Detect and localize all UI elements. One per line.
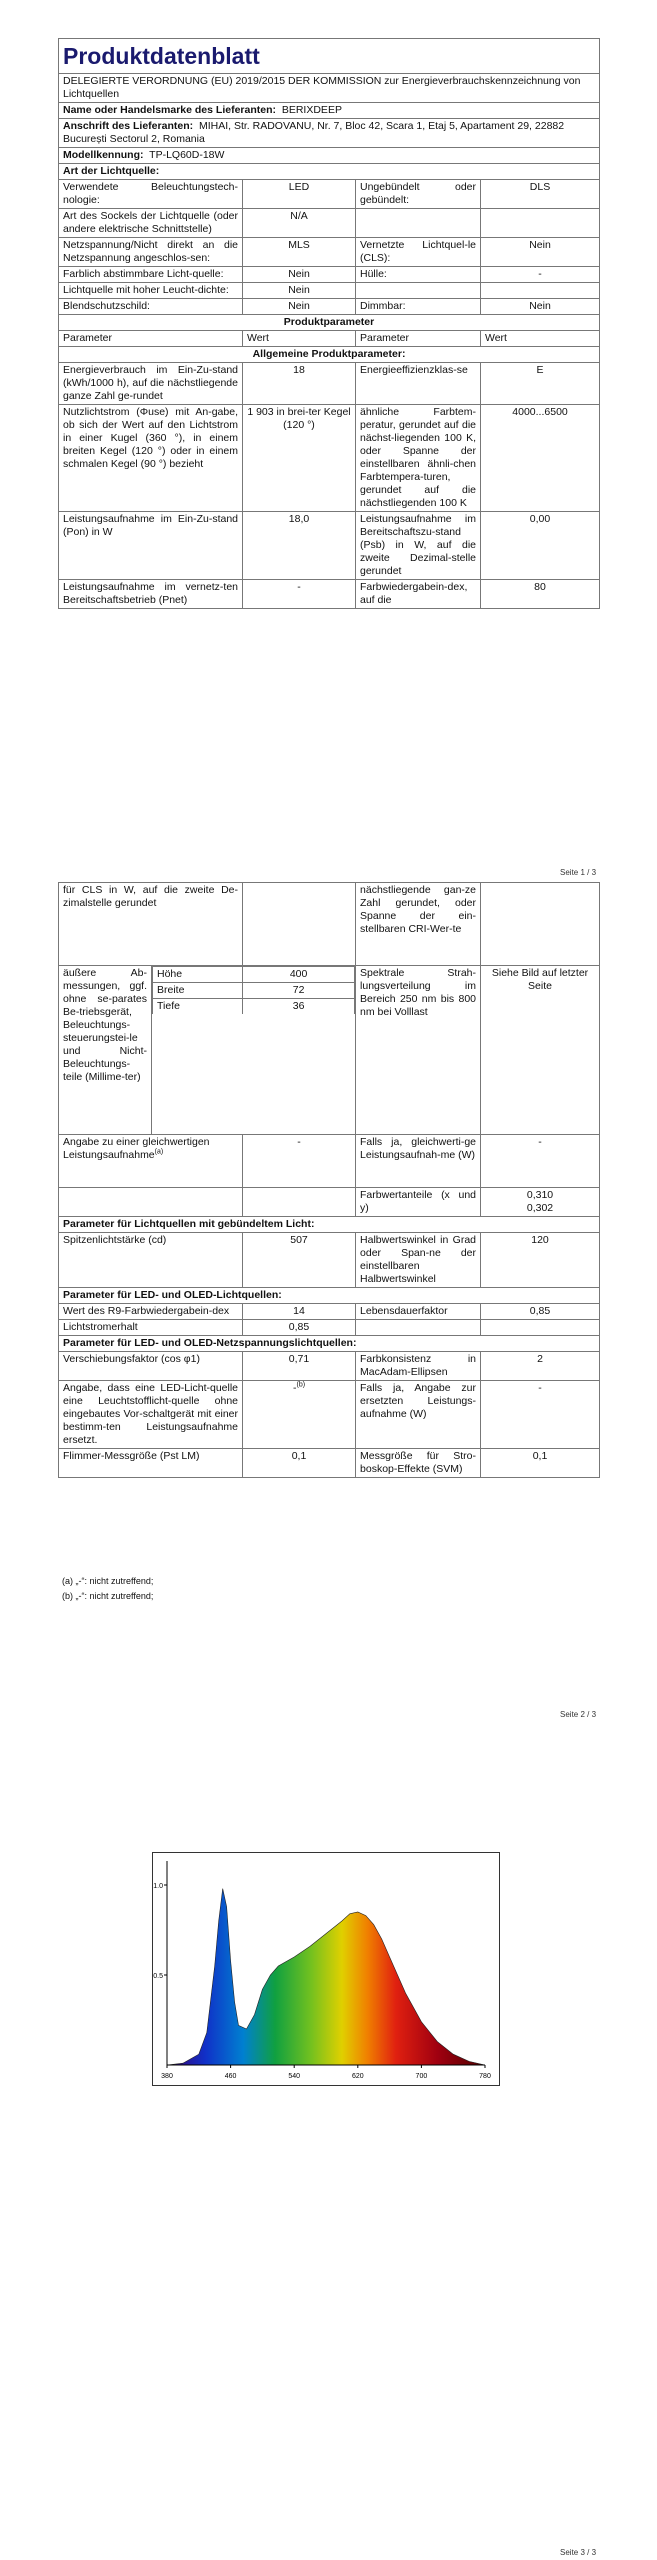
footnotes	[62, 1574, 153, 1604]
model-row	[59, 148, 600, 164]
param-value: 0,85	[243, 1320, 356, 1336]
param-label: Messgröße für Stro-boskop-Effekte (SVM)	[356, 1449, 481, 1478]
col-param-header: Parameter	[59, 331, 243, 347]
param-value: -	[481, 267, 600, 283]
param-label: Spektrale Strah-lungsverteilung im Bereich 250 nm bis 800 nm bei Volllast	[356, 966, 481, 1135]
table-row	[153, 999, 355, 1015]
param-label: Leistungsaufnahme im Bereitschaftszu-stand (Psb) in W, auf die zweite Dezimal-stelle gerundet	[356, 512, 481, 580]
y-tick-label: 0.5	[153, 1973, 163, 1980]
mains-params-heading: Parameter für LED- und OLED-Netzspannungslichtquellen:	[59, 1336, 600, 1352]
table-row	[59, 180, 600, 209]
param-value: 18,0	[243, 512, 356, 580]
param-value: DLS	[481, 180, 600, 209]
param-value: E	[481, 363, 600, 405]
param-label: ähnliche Farbtem-peratur, gerundet auf die nächst-liegenden 100 K, oder Spanne der einstellbaren ähnli-chen Farbtempera-turen, gerundet auf die nächstliegenden 100 K	[356, 405, 481, 512]
param-label: Verwendete Beleuchtungstech-nologie:	[59, 180, 243, 209]
param-value: -	[481, 1381, 600, 1449]
param-value: MLS	[243, 238, 356, 267]
param-label: Leistungsaufnahme im Ein-Zu-stand (Pon) in W	[59, 512, 243, 580]
param-value: Siehe Bild auf letzter Seite	[481, 966, 600, 1135]
param-value: Nein	[243, 267, 356, 283]
param-value: 1 903 in brei-ter Kegel (120 °)	[243, 405, 356, 512]
param-label: für CLS in W, auf die zweite De-zimalstelle gerundet	[59, 883, 243, 966]
param-label: Hülle:	[356, 267, 481, 283]
dim-value: 36	[243, 999, 355, 1015]
address-label: Anschrift des Lieferanten:	[63, 120, 194, 132]
dimensions-table	[152, 966, 355, 1014]
param-label: nächstliegende gan-ze Zahl gerundet, oder Spanne der ein-stellbaren CRI-Wer-te	[356, 883, 481, 966]
led-params-heading: Parameter für LED- und OLED-Lichtquellen:	[59, 1288, 600, 1304]
param-label: Blendschutzschild:	[59, 299, 243, 315]
param-label: Dimmbar:	[356, 299, 481, 315]
col-value-header: Wert	[243, 331, 356, 347]
table-row	[153, 983, 355, 999]
param-label	[356, 283, 481, 299]
dimensions-label: äußere Ab-messungen, ggf. ohne se-parates Be-triebsgerät, Beleuchtungs-steuerungstei-le und Nicht-Beleuchtungs-teile (Millime-ter)	[59, 966, 152, 1135]
param-label	[356, 1320, 481, 1336]
spectrum-area	[167, 1889, 485, 2065]
table-row	[59, 1135, 600, 1188]
param-value: Nein	[243, 283, 356, 299]
table-row	[59, 238, 600, 267]
param-value	[481, 1320, 600, 1336]
supplier-name-row	[59, 103, 600, 119]
x-tick-label: 540	[288, 2073, 301, 2080]
table-row	[59, 580, 600, 609]
param-value: 18	[243, 363, 356, 405]
table-row	[59, 267, 600, 283]
param-label: Leistungsaufnahme im vernetz-ten Bereitschaftsbetrieb (Pnet)	[59, 580, 243, 609]
param-label	[59, 1188, 243, 1217]
supplier-name-label: Name oder Handelsmarke des Lieferanten:	[63, 104, 276, 116]
param-label	[356, 209, 481, 238]
param-value: Nein	[481, 299, 600, 315]
dim-name: Tiefe	[153, 999, 243, 1015]
param-label: Vernetzte Lichtquel-le (CLS):	[356, 238, 481, 267]
param-label: Netzspannung/Nicht direkt an die Netzspannung angeschlos-sen:	[59, 238, 243, 267]
table-row	[59, 966, 600, 1135]
supplier-name: BERIXDEEP	[281, 104, 342, 116]
supplier-address-row	[59, 119, 600, 148]
param-label: Flimmer-Messgröße (Pst LM)	[59, 1449, 243, 1478]
param-label: Farblich abstimmbare Licht-quelle:	[59, 267, 243, 283]
table-row	[59, 1304, 600, 1320]
param-value: LED	[243, 180, 356, 209]
param-value	[481, 209, 600, 238]
x-tick-label: 620	[351, 2073, 364, 2080]
dim-name: Höhe	[153, 967, 243, 983]
model-label: Modellkennung:	[63, 149, 144, 161]
param-value: -	[481, 1135, 600, 1188]
param-value: 2	[481, 1352, 600, 1381]
dimensions-cell	[152, 966, 356, 1135]
param-value: 0,71	[243, 1352, 356, 1381]
param-value: Nein	[481, 238, 600, 267]
datasheet-page1	[58, 38, 600, 609]
x-tick-label: 700	[415, 2073, 428, 2080]
table-row	[59, 512, 600, 580]
param-value	[481, 283, 600, 299]
table-row	[59, 283, 600, 299]
param-label: Spitzenlichtstärke (cd)	[59, 1233, 243, 1288]
param-label: Lichtstromerhalt	[59, 1320, 243, 1336]
param-label: Lichtquelle mit hoher Leucht-dichte:	[59, 283, 243, 299]
table-row	[59, 883, 600, 966]
param-value: 0,85	[481, 1304, 600, 1320]
param-label: Energieverbrauch im Ein-Zu-stand (kWh/1000 h), auf die nächstliegende ganze Zahl ge-rundet	[59, 363, 243, 405]
param-value: -$^{(b)}$	[243, 1381, 356, 1449]
param-value: 120	[481, 1233, 600, 1288]
chroma-y: 0,302	[526, 1202, 554, 1214]
param-value: 4000...6500	[481, 405, 600, 512]
spectrum-chart-svg	[153, 1853, 499, 2085]
param-label: Nutzlichtstrom (Φuse) mit An-gabe, ob sich der Wert auf den Lichtstrom in einer Kugel (360 °), in einem breiten Kegel (120 °) oder in einem schmalen Kegel (90 °) bezieht	[59, 405, 243, 512]
dls-params-heading: Parameter für Lichtquellen mit gebündeltem Licht:	[59, 1217, 600, 1233]
x-tick-label: 460	[224, 2073, 237, 2080]
param-label: Farbwiedergabein-dex, auf die	[356, 580, 481, 609]
dim-value: 400	[243, 967, 355, 983]
param-value	[243, 883, 356, 966]
param-value	[481, 883, 600, 966]
param-label: Farbwertanteile (x und y)	[356, 1188, 481, 1217]
param-value: 14	[243, 1304, 356, 1320]
param-label: Halbwertswinkel in Grad oder Span-ne der einstellbaren Halbwertswinkel	[356, 1233, 481, 1288]
page-number: Seite 1 / 3	[560, 868, 597, 877]
table-row	[59, 1381, 600, 1449]
chroma-x: 0,310	[526, 1189, 554, 1201]
param-label: Falls ja, gleichwerti-ge Leistungsaufnah-me (W)	[356, 1135, 481, 1188]
table-row	[59, 1449, 600, 1478]
param-value: 80	[481, 580, 600, 609]
table-row	[59, 363, 600, 405]
col-param-header: Parameter	[356, 331, 481, 347]
supplier-address: MIHAI, Str. RADOVANU, Nr. 7, Bloc 42, Scara 1, Etaj 5, Apartament 29, 22882 București Sectorul 2, Romania	[63, 120, 565, 145]
page-number: Seite 3 / 3	[560, 2548, 597, 2557]
column-header-row	[59, 331, 600, 347]
doc-title: Produktdatenblatt	[59, 39, 600, 74]
param-label: Art des Sockels der Lichtquelle (oder andere elektrische Schnittstelle)	[59, 209, 243, 238]
model-id: TP-LQ60D-18W	[149, 149, 225, 161]
datasheet-page2	[58, 882, 600, 1478]
footnote-b: (b) „-“: nicht zutreffend;	[62, 1591, 154, 1601]
table-row	[59, 299, 600, 315]
param-value: -	[243, 580, 356, 609]
table-row	[59, 1188, 600, 1217]
x-tick-label: 780	[479, 2073, 491, 2080]
param-label: Lebensdauerfaktor	[356, 1304, 481, 1320]
y-tick-label: 1.0	[153, 1883, 163, 1890]
spectrum-chart	[152, 1852, 500, 2086]
param-label: Energieeffizienzklas-se	[356, 363, 481, 405]
table-row	[59, 1320, 600, 1336]
param-label: Angabe, dass eine LED-Licht-quelle eine Leuchtstofflicht-quelle ohne eingebautes Vor-schaltgerät mit einer bestimm-ten Leistungsaufnahme ersetzt.	[59, 1381, 243, 1449]
dim-name: Breite	[153, 983, 243, 999]
param-label: Farbkonsistenz in MacAdam-Ellipsen	[356, 1352, 481, 1381]
param-value: Nein	[243, 299, 356, 315]
table-row	[59, 405, 600, 512]
x-tick-label: 380	[161, 2073, 173, 2080]
page-number: Seite 2 / 3	[560, 1710, 597, 1719]
param-value: 0,1	[243, 1449, 356, 1478]
param-value: 0,00	[481, 512, 600, 580]
param-value	[481, 1188, 600, 1217]
dim-value: 72	[243, 983, 355, 999]
regulation-text: DELEGIERTE VERORDNUNG (EU) 2019/2015 DER KOMMISSION zur Energieverbrauchskennzeichnung von Lichtquellen	[59, 74, 600, 103]
param-value: 507	[243, 1233, 356, 1288]
table-row	[153, 967, 355, 983]
table-row	[59, 1352, 600, 1381]
param-value	[243, 1188, 356, 1217]
param-value: -	[243, 1135, 356, 1188]
param-value: N/A	[243, 209, 356, 238]
general-params-heading: Allgemeine Produktparameter:	[59, 347, 600, 363]
param-label: Ungebündelt oder gebündelt:	[356, 180, 481, 209]
param-label: Wert des R9-Farbwiedergabein-dex	[59, 1304, 243, 1320]
table-row	[59, 209, 600, 238]
param-label: Angabe zu einer gleichwertigen Leistungsaufnahme$^{(a)}$	[59, 1135, 243, 1188]
table-row	[59, 1233, 600, 1288]
footnote-a: (a) „-“: nicht zutreffend;	[62, 1576, 154, 1586]
param-value: 0,1	[481, 1449, 600, 1478]
light-type-heading: Art der Lichtquelle:	[59, 164, 600, 180]
param-label: Verschiebungsfaktor (cos φ1)	[59, 1352, 243, 1381]
col-value-header: Wert	[481, 331, 600, 347]
product-params-heading: Produktparameter	[59, 315, 600, 331]
param-label: Falls ja, Angabe zur ersetzten Leistungs-aufnahme (W)	[356, 1381, 481, 1449]
